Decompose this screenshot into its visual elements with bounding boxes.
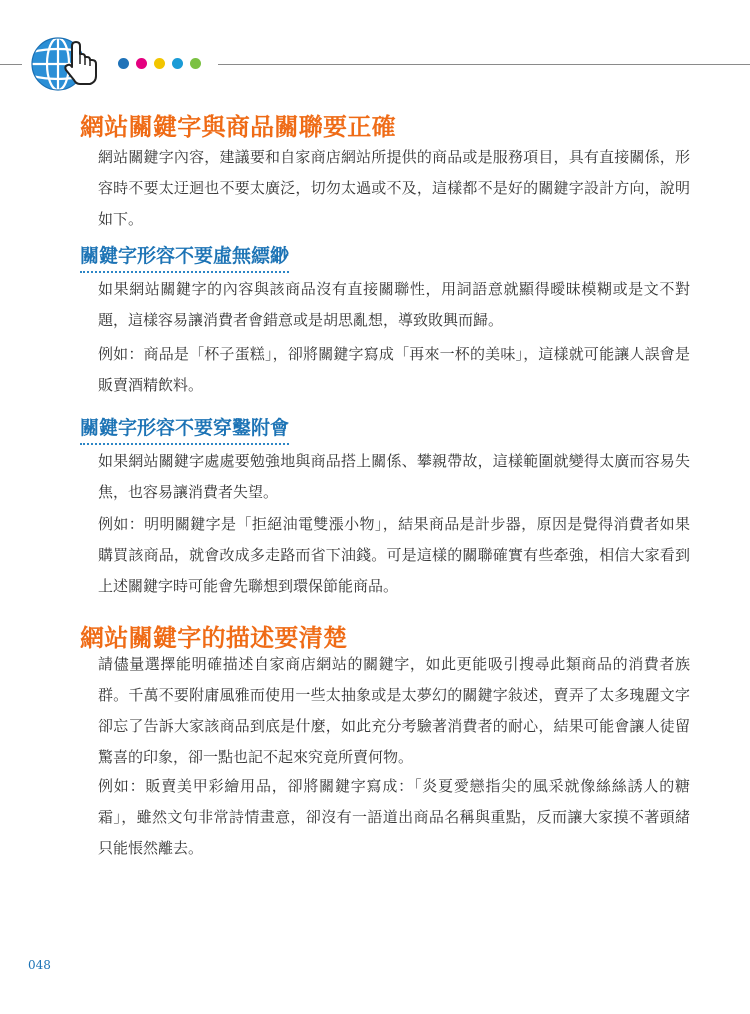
paragraph-not-farfetched-1: 如果網站關鍵字處處要勉強地與商品搭上關係、攀親帶故，這樣範圍就變得太廣而容易失焦，也容易讓消費者失望。: [98, 452, 690, 501]
decorative-dots: [118, 58, 201, 70]
dot-green: [190, 58, 201, 69]
paragraph-not-vague-1: 如果網站關鍵字的內容與該商品沒有直接關聯性，用詞語意就顯得曖昧模糊或是文不對題，這樣容易讓消費者會錯意或是胡思亂想，導致敗興而歸。: [98, 280, 690, 329]
header-rule-right: [218, 64, 750, 65]
subheading-not-vague: 關鍵字形容不要虛無縹緲: [80, 241, 289, 273]
header-rule-left: [0, 64, 22, 65]
section-heading-clarity: 網站關鍵字的描述要清楚: [80, 624, 348, 652]
paragraph-clarity-1: 請儘量選擇能明確描述自家商店網站的關鍵字，如此更能吸引搜尋此類商品的消費者族群。千萬不要附庸風雅而使用一些太抽象或是太夢幻的關鍵字敍述，賣弄了太多瑰麗文字卻忘了告訴大家該商品到底是什麼，如此充分考驗著消費者的耐心，結果可能會讓人徒留驚喜的印象，卻一點也記不起來究竟所賣何物。: [98, 655, 690, 766]
dot-yellow: [154, 58, 165, 69]
dot-magenta: [136, 58, 147, 69]
paragraph-clarity-example: 例如：販賣美甲彩繪用品，卻將關鍵字寫成：「炎夏愛戀指尖的風采就像絲絲誘人的糖霜」，雖然文句非常詩情畫意，卻沒有一語道出商品名稱與重點，反而讓大家摸不著頭緒只能悵然離去。: [98, 777, 690, 857]
dot-blue: [118, 58, 129, 69]
paragraph-not-farfetched-example: 例如：明明關鍵字是「拒絕油電雙漲小物」，結果商品是計步器，原因是覺得消費者如果購買該商品，就會改成多走路而省下油錢。可是這樣的關聯確實有些牽強，相信大家看到上述關鍵字時可能會先聯想到環保節能商品。: [98, 515, 690, 595]
section-heading-relevance: 網站關鍵字與商品關聯要正確: [80, 113, 396, 141]
paragraph-not-vague-example: 例如：商品是「杯子蛋糕」，卻將關鍵字寫成「再來一杯的美味」，這樣就可能讓人誤會是販賣酒精飲料。: [98, 345, 690, 394]
subheading-not-farfetched: 關鍵字形容不要穿鑿附會: [80, 413, 289, 445]
page-number: 048: [28, 958, 51, 972]
dot-cyan: [172, 58, 183, 69]
globe-with-pointer-hand-icon: [22, 20, 118, 92]
section-intro-paragraph: 網站關鍵字內容，建議要和自家商店網站所提供的商品或是服務項目，具有直接關係，形容時不要太迂迴也不要太廣泛，切勿太過或不及，這樣都不是好的關鍵字設計方向，說明如下。: [98, 148, 690, 228]
